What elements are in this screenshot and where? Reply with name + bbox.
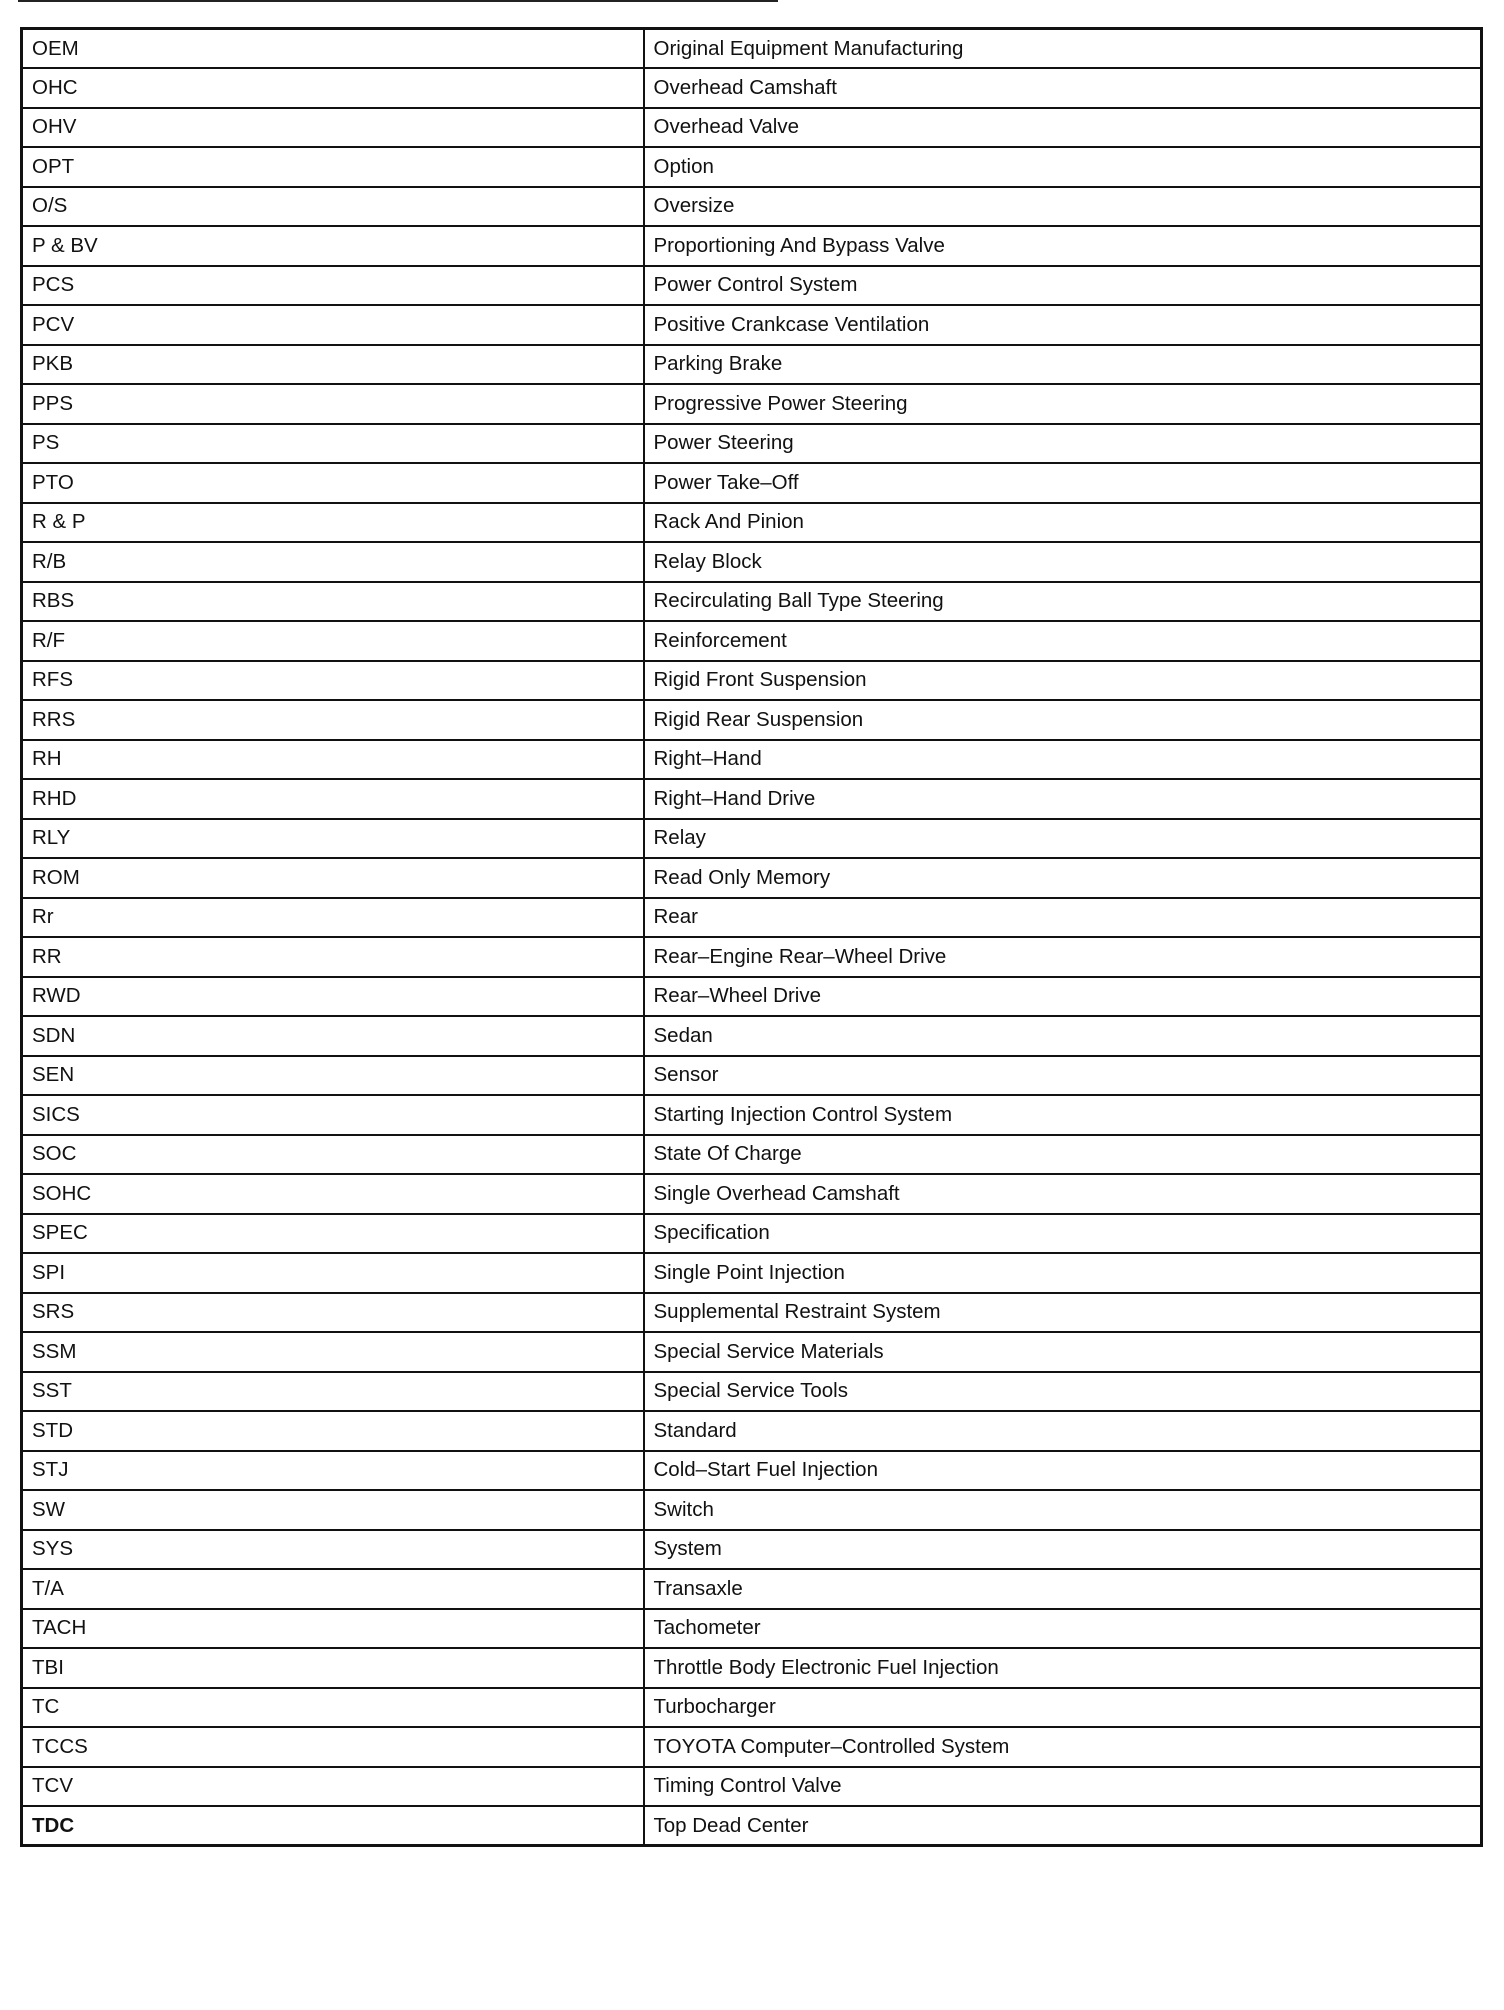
meaning-cell: Rear–Engine Rear–Wheel Drive	[644, 937, 1482, 977]
abbreviation-cell: OPT	[22, 147, 644, 187]
meaning-cell: Rigid Rear Suspension	[644, 700, 1482, 740]
meaning-cell: Single Point Injection	[644, 1253, 1482, 1293]
abbreviation-cell: SPEC	[22, 1214, 644, 1254]
abbreviation-cell: RRS	[22, 700, 644, 740]
table-row	[22, 1767, 1482, 1807]
meaning-cell: Power Take–Off	[644, 463, 1482, 503]
abbreviation-cell: SOC	[22, 1135, 644, 1175]
abbreviation-cell: TACH	[22, 1609, 644, 1649]
table-row	[22, 1214, 1482, 1254]
table-row	[22, 1056, 1482, 1096]
abbreviation-cell: SICS	[22, 1095, 644, 1135]
table-row	[22, 1806, 1482, 1846]
table-row	[22, 226, 1482, 266]
abbreviation-cell: R/B	[22, 542, 644, 582]
table-row	[22, 1372, 1482, 1412]
table-row	[22, 1609, 1482, 1649]
abbreviation-cell: ROM	[22, 858, 644, 898]
abbreviation-cell: RR	[22, 937, 644, 977]
meaning-cell: Power Control System	[644, 266, 1482, 306]
meaning-cell: Right–Hand Drive	[644, 779, 1482, 819]
meaning-cell: Transaxle	[644, 1569, 1482, 1609]
meaning-cell: Rear–Wheel Drive	[644, 977, 1482, 1017]
meaning-cell: Timing Control Valve	[644, 1767, 1482, 1807]
abbreviation-cell: TBI	[22, 1648, 644, 1688]
table-row	[22, 661, 1482, 701]
meaning-cell: Rear	[644, 898, 1482, 938]
meaning-cell: Supplemental Restraint System	[644, 1293, 1482, 1333]
table-row	[22, 1095, 1482, 1135]
meaning-cell: Relay Block	[644, 542, 1482, 582]
meaning-cell: Oversize	[644, 187, 1482, 227]
table-row	[22, 1727, 1482, 1767]
meaning-cell: Turbocharger	[644, 1688, 1482, 1728]
abbreviation-cell: SEN	[22, 1056, 644, 1096]
abbreviation-cell: PPS	[22, 384, 644, 424]
table-row	[22, 542, 1482, 582]
meaning-cell: Original Equipment Manufacturing	[644, 29, 1482, 69]
abbreviation-cell: OHV	[22, 108, 644, 148]
meaning-cell: Special Service Tools	[644, 1372, 1482, 1412]
abbreviation-cell: RWD	[22, 977, 644, 1017]
meaning-cell: Single Overhead Camshaft	[644, 1174, 1482, 1214]
meaning-cell: Sedan	[644, 1016, 1482, 1056]
abbreviation-cell: SYS	[22, 1530, 644, 1570]
meaning-cell: Switch	[644, 1490, 1482, 1530]
top-rule-divider	[18, 0, 778, 2]
table-row	[22, 740, 1482, 780]
table-row	[22, 937, 1482, 977]
table-row	[22, 1174, 1482, 1214]
table-row	[22, 1530, 1482, 1570]
abbreviation-cell: STD	[22, 1411, 644, 1451]
table-row	[22, 1293, 1482, 1333]
abbreviation-cell: R & P	[22, 503, 644, 543]
table-row	[22, 187, 1482, 227]
table-row	[22, 108, 1482, 148]
table-row	[22, 1688, 1482, 1728]
table-row	[22, 819, 1482, 859]
table-row	[22, 29, 1482, 69]
meaning-cell: Relay	[644, 819, 1482, 859]
table-row	[22, 305, 1482, 345]
meaning-cell: Right–Hand	[644, 740, 1482, 780]
table-row	[22, 582, 1482, 622]
table-row	[22, 1016, 1482, 1056]
abbreviation-cell: TC	[22, 1688, 644, 1728]
table-row	[22, 1135, 1482, 1175]
abbreviation-cell: R/F	[22, 621, 644, 661]
abbreviation-cell: SRS	[22, 1293, 644, 1333]
abbreviations-table-body	[22, 29, 1482, 1846]
abbreviation-cell: SW	[22, 1490, 644, 1530]
abbreviation-cell: STJ	[22, 1451, 644, 1491]
table-row	[22, 898, 1482, 938]
meaning-cell: Throttle Body Electronic Fuel Injection	[644, 1648, 1482, 1688]
abbreviations-table	[20, 27, 1483, 1847]
abbreviation-cell: PCS	[22, 266, 644, 306]
table-row	[22, 700, 1482, 740]
meaning-cell: Parking Brake	[644, 345, 1482, 385]
abbreviation-cell: Rr	[22, 898, 644, 938]
table-row	[22, 621, 1482, 661]
table-row	[22, 1569, 1482, 1609]
abbreviation-cell: OHC	[22, 68, 644, 108]
meaning-cell: Power Steering	[644, 424, 1482, 464]
table-row	[22, 147, 1482, 187]
meaning-cell: Read Only Memory	[644, 858, 1482, 898]
table-row	[22, 424, 1482, 464]
meaning-cell: Specification	[644, 1214, 1482, 1254]
table-row	[22, 1253, 1482, 1293]
table-row	[22, 463, 1482, 503]
abbreviation-cell: SST	[22, 1372, 644, 1412]
abbreviation-cell: RBS	[22, 582, 644, 622]
meaning-cell: Overhead Camshaft	[644, 68, 1482, 108]
table-row	[22, 503, 1482, 543]
meaning-cell: State Of Charge	[644, 1135, 1482, 1175]
meaning-cell: Overhead Valve	[644, 108, 1482, 148]
meaning-cell: Reinforcement	[644, 621, 1482, 661]
abbreviation-cell: TCCS	[22, 1727, 644, 1767]
table-row	[22, 1451, 1482, 1491]
meaning-cell: Starting Injection Control System	[644, 1095, 1482, 1135]
table-row	[22, 1648, 1482, 1688]
meaning-cell: TOYOTA Computer–Controlled System	[644, 1727, 1482, 1767]
abbreviation-cell: T/A	[22, 1569, 644, 1609]
abbreviation-cell: OEM	[22, 29, 644, 69]
abbreviation-cell: TDC	[22, 1806, 644, 1846]
abbreviation-cell: SPI	[22, 1253, 644, 1293]
abbreviation-cell: SSM	[22, 1332, 644, 1372]
table-row	[22, 779, 1482, 819]
meaning-cell: Progressive Power Steering	[644, 384, 1482, 424]
abbreviation-cell: PKB	[22, 345, 644, 385]
table-row	[22, 1332, 1482, 1372]
abbreviation-cell: PS	[22, 424, 644, 464]
table-row	[22, 858, 1482, 898]
table-row	[22, 345, 1482, 385]
abbreviation-cell: O/S	[22, 187, 644, 227]
meaning-cell: System	[644, 1530, 1482, 1570]
abbreviation-cell: PCV	[22, 305, 644, 345]
meaning-cell: Special Service Materials	[644, 1332, 1482, 1372]
meaning-cell: Proportioning And Bypass Valve	[644, 226, 1482, 266]
meaning-cell: Sensor	[644, 1056, 1482, 1096]
meaning-cell: Standard	[644, 1411, 1482, 1451]
abbreviation-cell: PTO	[22, 463, 644, 503]
meaning-cell: Rack And Pinion	[644, 503, 1482, 543]
abbreviation-cell: P & BV	[22, 226, 644, 266]
abbreviation-cell: RLY	[22, 819, 644, 859]
table-row	[22, 384, 1482, 424]
meaning-cell: Top Dead Center	[644, 1806, 1482, 1846]
table-row	[22, 68, 1482, 108]
abbreviation-cell: RFS	[22, 661, 644, 701]
meaning-cell: Cold–Start Fuel Injection	[644, 1451, 1482, 1491]
meaning-cell: Recirculating Ball Type Steering	[644, 582, 1482, 622]
meaning-cell: Option	[644, 147, 1482, 187]
table-row	[22, 1411, 1482, 1451]
abbreviation-cell: SDN	[22, 1016, 644, 1056]
abbreviation-cell: RH	[22, 740, 644, 780]
table-row	[22, 1490, 1482, 1530]
meaning-cell: Rigid Front Suspension	[644, 661, 1482, 701]
abbreviation-cell: TCV	[22, 1767, 644, 1807]
abbreviation-cell: RHD	[22, 779, 644, 819]
table-row	[22, 977, 1482, 1017]
table-row	[22, 266, 1482, 306]
abbreviation-cell: SOHC	[22, 1174, 644, 1214]
meaning-cell: Positive Crankcase Ventilation	[644, 305, 1482, 345]
meaning-cell: Tachometer	[644, 1609, 1482, 1649]
